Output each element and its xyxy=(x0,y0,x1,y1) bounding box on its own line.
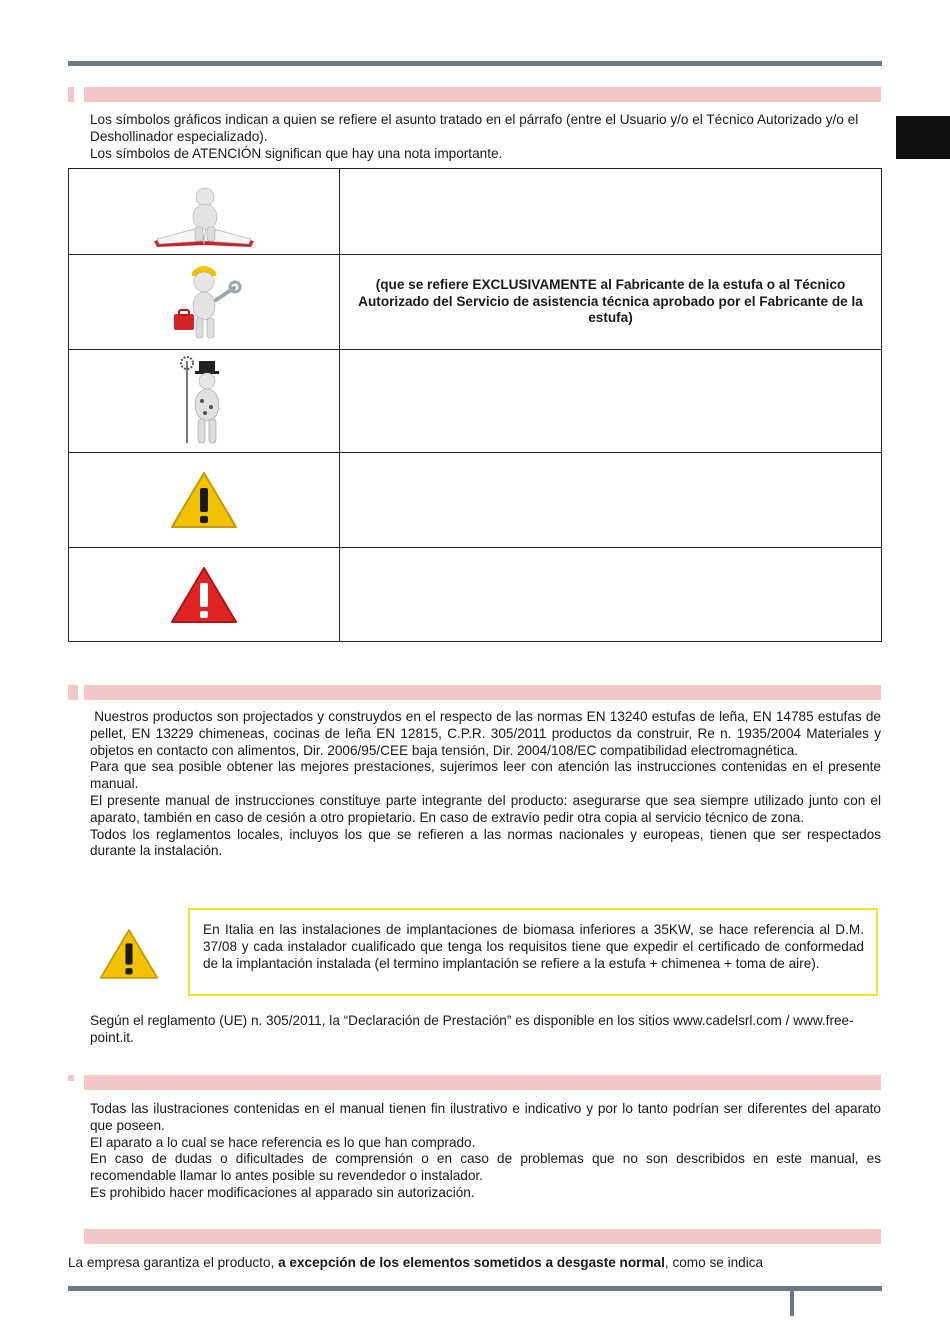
page-tick xyxy=(790,1290,794,1316)
illustrations-paragraph: Es prohibido hacer modificaciones al apparado sin autorización. xyxy=(90,1184,475,1200)
table-row xyxy=(69,350,882,453)
norms-paragraph: Nuestros productos son projectados y construydos en el respecto de las normas EN 13240 estufas de leña, EN 14785 estufas de pellet, EN 13229 chimeneas, cocinas de leña EN 12815, C.P.R. 305/2011 productos da construir, Re n. 1935/2004 Materiales y objetos en contacto con alimentos, Dir. 2006/95/CEE baja tensión, Dir. 2004/108/EC compatibilidad electromagnética. xyxy=(90,709,885,758)
norms-paragraph: Para que sea posible obtener las mejores prestaciones, sujerimos leer con atención las instrucciones contenidas en el presente manual. xyxy=(90,759,881,792)
symbol-description xyxy=(340,548,882,642)
warranty-text-bold: a excepción de los elementos sometidos a desgaste normal xyxy=(278,1255,665,1270)
warranty-text xyxy=(68,1255,881,1272)
illustrations-paragraph: En caso de dudas o dificultades de comprensión o en caso de problemas que no son describidos en este manual, es recomendable llamar lo antes posible su revendedor o instalador. xyxy=(90,1151,881,1184)
symbol-cell xyxy=(69,350,340,453)
norms-paragraph: Todos los reglamentos locales, incluyos los que se refieren a las normas nacionales y europeas, tienen que ser respectados durante la instalación. xyxy=(90,826,881,859)
symbols-table xyxy=(68,168,882,642)
symbol-description: (que se refiere EXCLUSIVAMENTE al Fabricante de la estufa o al Técnico Autorizado del Servicio de asistencia técnica aprobado por el Fabricante de la estufa) xyxy=(340,255,882,350)
section-band-symbols xyxy=(84,87,881,102)
reading-person-icon xyxy=(149,187,259,249)
symbol-cell xyxy=(69,548,340,642)
warranty-text-end: , como se indica xyxy=(664,1255,764,1270)
norms-paragraph: El presente manual de instrucciones constituye parte integrante del producto: asegurarse que sea siempre utilizado junto con el aparato, también en caso de cesión a otro propietario. En caso de extravío pedir otra copia al servicio técnico de zona. xyxy=(90,792,881,825)
illustrations-paragraph: El aparato a lo cual se hace referencia es lo que han comprado. xyxy=(90,1134,476,1150)
warranty-text-start: La empresa garantiza el producto, xyxy=(68,1255,279,1270)
section-band-illustrations xyxy=(84,1075,881,1090)
warning-note-icon xyxy=(98,926,160,982)
intro-line-1: Los símbolos gráficos indican a quien se refiere el asunto tratado en el párrafo (entre el Usuario y/o el Técnico Autorizado y/o el Deshollinador especializado). xyxy=(90,112,859,144)
bottom-rule xyxy=(68,1286,882,1291)
norms-text xyxy=(90,709,885,860)
section-band-warranty xyxy=(84,1229,881,1244)
section-marker xyxy=(68,685,78,700)
chapter-tab xyxy=(896,116,950,159)
symbol-description xyxy=(340,169,882,255)
yellow-warning-icon xyxy=(169,470,239,530)
symbol-cell xyxy=(69,169,340,255)
section-marker xyxy=(68,1075,74,1081)
dop-text: Según el reglamento (UE) n. 305/2011, la “Declaración de Prestación” es disponible en los sitios www.cadelsrl.com / www.free-point.it. xyxy=(90,1013,854,1045)
table-row xyxy=(69,169,882,255)
table-row xyxy=(69,548,882,642)
intro-line-2: Los símbolos de ATENCIÓN significan que hay una nota importante. xyxy=(90,145,503,161)
technician-icon xyxy=(164,262,244,342)
table-row xyxy=(69,255,882,350)
table-row xyxy=(69,453,882,548)
red-warning-icon xyxy=(169,565,239,625)
section-marker xyxy=(68,87,74,102)
top-rule xyxy=(68,61,882,66)
illustrations-paragraph: Todas las ilustraciones contenidas en el manual tienen fin ilustrativo e indicativo y por lo tanto podrían ser diferentes del aparato que poseen. xyxy=(90,1101,881,1133)
italy-warning-box: En Italia en las instalaciones de implantaciones de biomasa inferiores a 35KW, se hace referencia al D.M. 37/08 y cada instalador cualificado que tenga los requisitos tiene que expedir el certificado de conformedad de la implantación instalada (el termino implantación se refiere a la estufa + chimenea + toma de aire). xyxy=(188,908,878,996)
section-band-norms xyxy=(84,685,881,700)
symbol-description xyxy=(340,453,882,548)
chimney-sweep-icon xyxy=(169,355,239,447)
symbol-description xyxy=(340,350,882,453)
symbol-cell xyxy=(69,453,340,548)
intro-text xyxy=(90,112,881,162)
symbol-cell xyxy=(69,255,340,350)
illustrations-text xyxy=(90,1101,881,1202)
